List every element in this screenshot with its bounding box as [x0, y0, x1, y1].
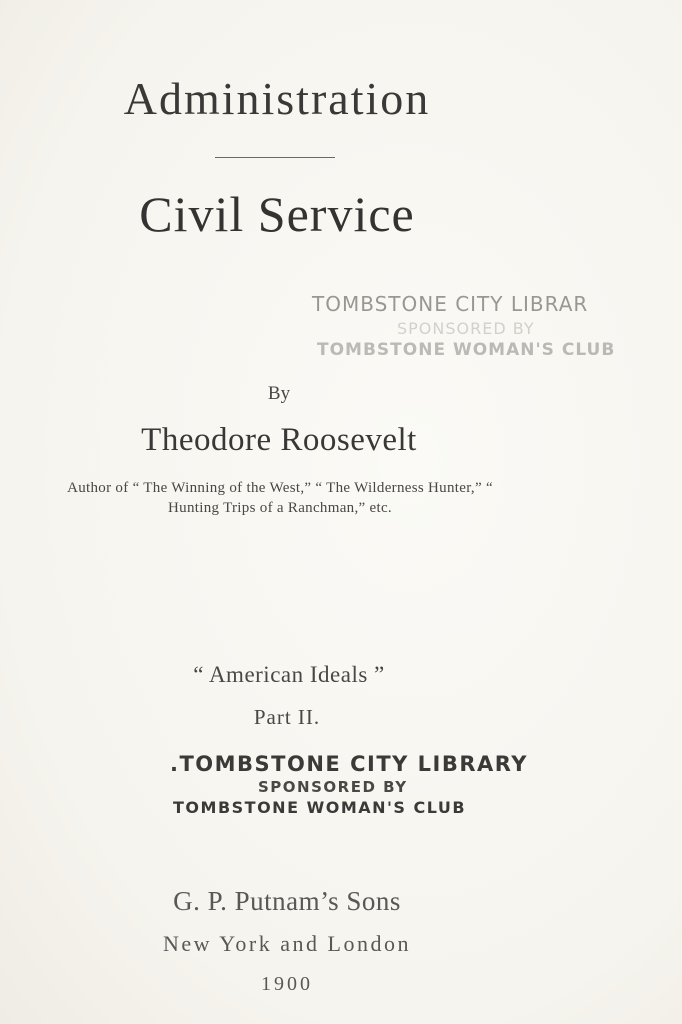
stamp-line-sponsor: SPONSORED BY: [258, 778, 408, 796]
author-credits: Author of “ The Winning of the West,” “ The Wilderness Hunter,” “ Hunting Trips of a Ranchman,” etc.: [67, 480, 493, 516]
stamp-line-club: TOMBSTONE WOMAN'S CLUB: [173, 798, 467, 817]
stamp-line-library: .TOMBSTONE CITY LIBRARY: [170, 752, 529, 776]
stamp-line-sponsor: SPONSORED BY: [397, 319, 535, 338]
author-name: Theodore Roosevelt: [141, 422, 417, 458]
stamp-line-library: TOMBSTONE CITY LIBRAR: [312, 292, 589, 316]
series-title: “ American Ideals ”: [193, 662, 385, 687]
book-subtitle: Civil Service: [139, 186, 415, 242]
stamp-line-club: TOMBSTONE WOMAN'S CLUB: [317, 340, 616, 360]
part-number: Part II.: [253, 705, 321, 729]
library-stamp-faded: [312, 292, 615, 360]
byline: By: [267, 383, 291, 404]
title-divider: [215, 157, 335, 158]
publication-year: 1900: [261, 973, 313, 995]
publisher: G. P. Putnam’s Sons: [173, 886, 401, 916]
publication-place: New York and London: [163, 931, 411, 956]
library-stamp: [170, 752, 528, 817]
book-title: Administration: [123, 73, 431, 124]
